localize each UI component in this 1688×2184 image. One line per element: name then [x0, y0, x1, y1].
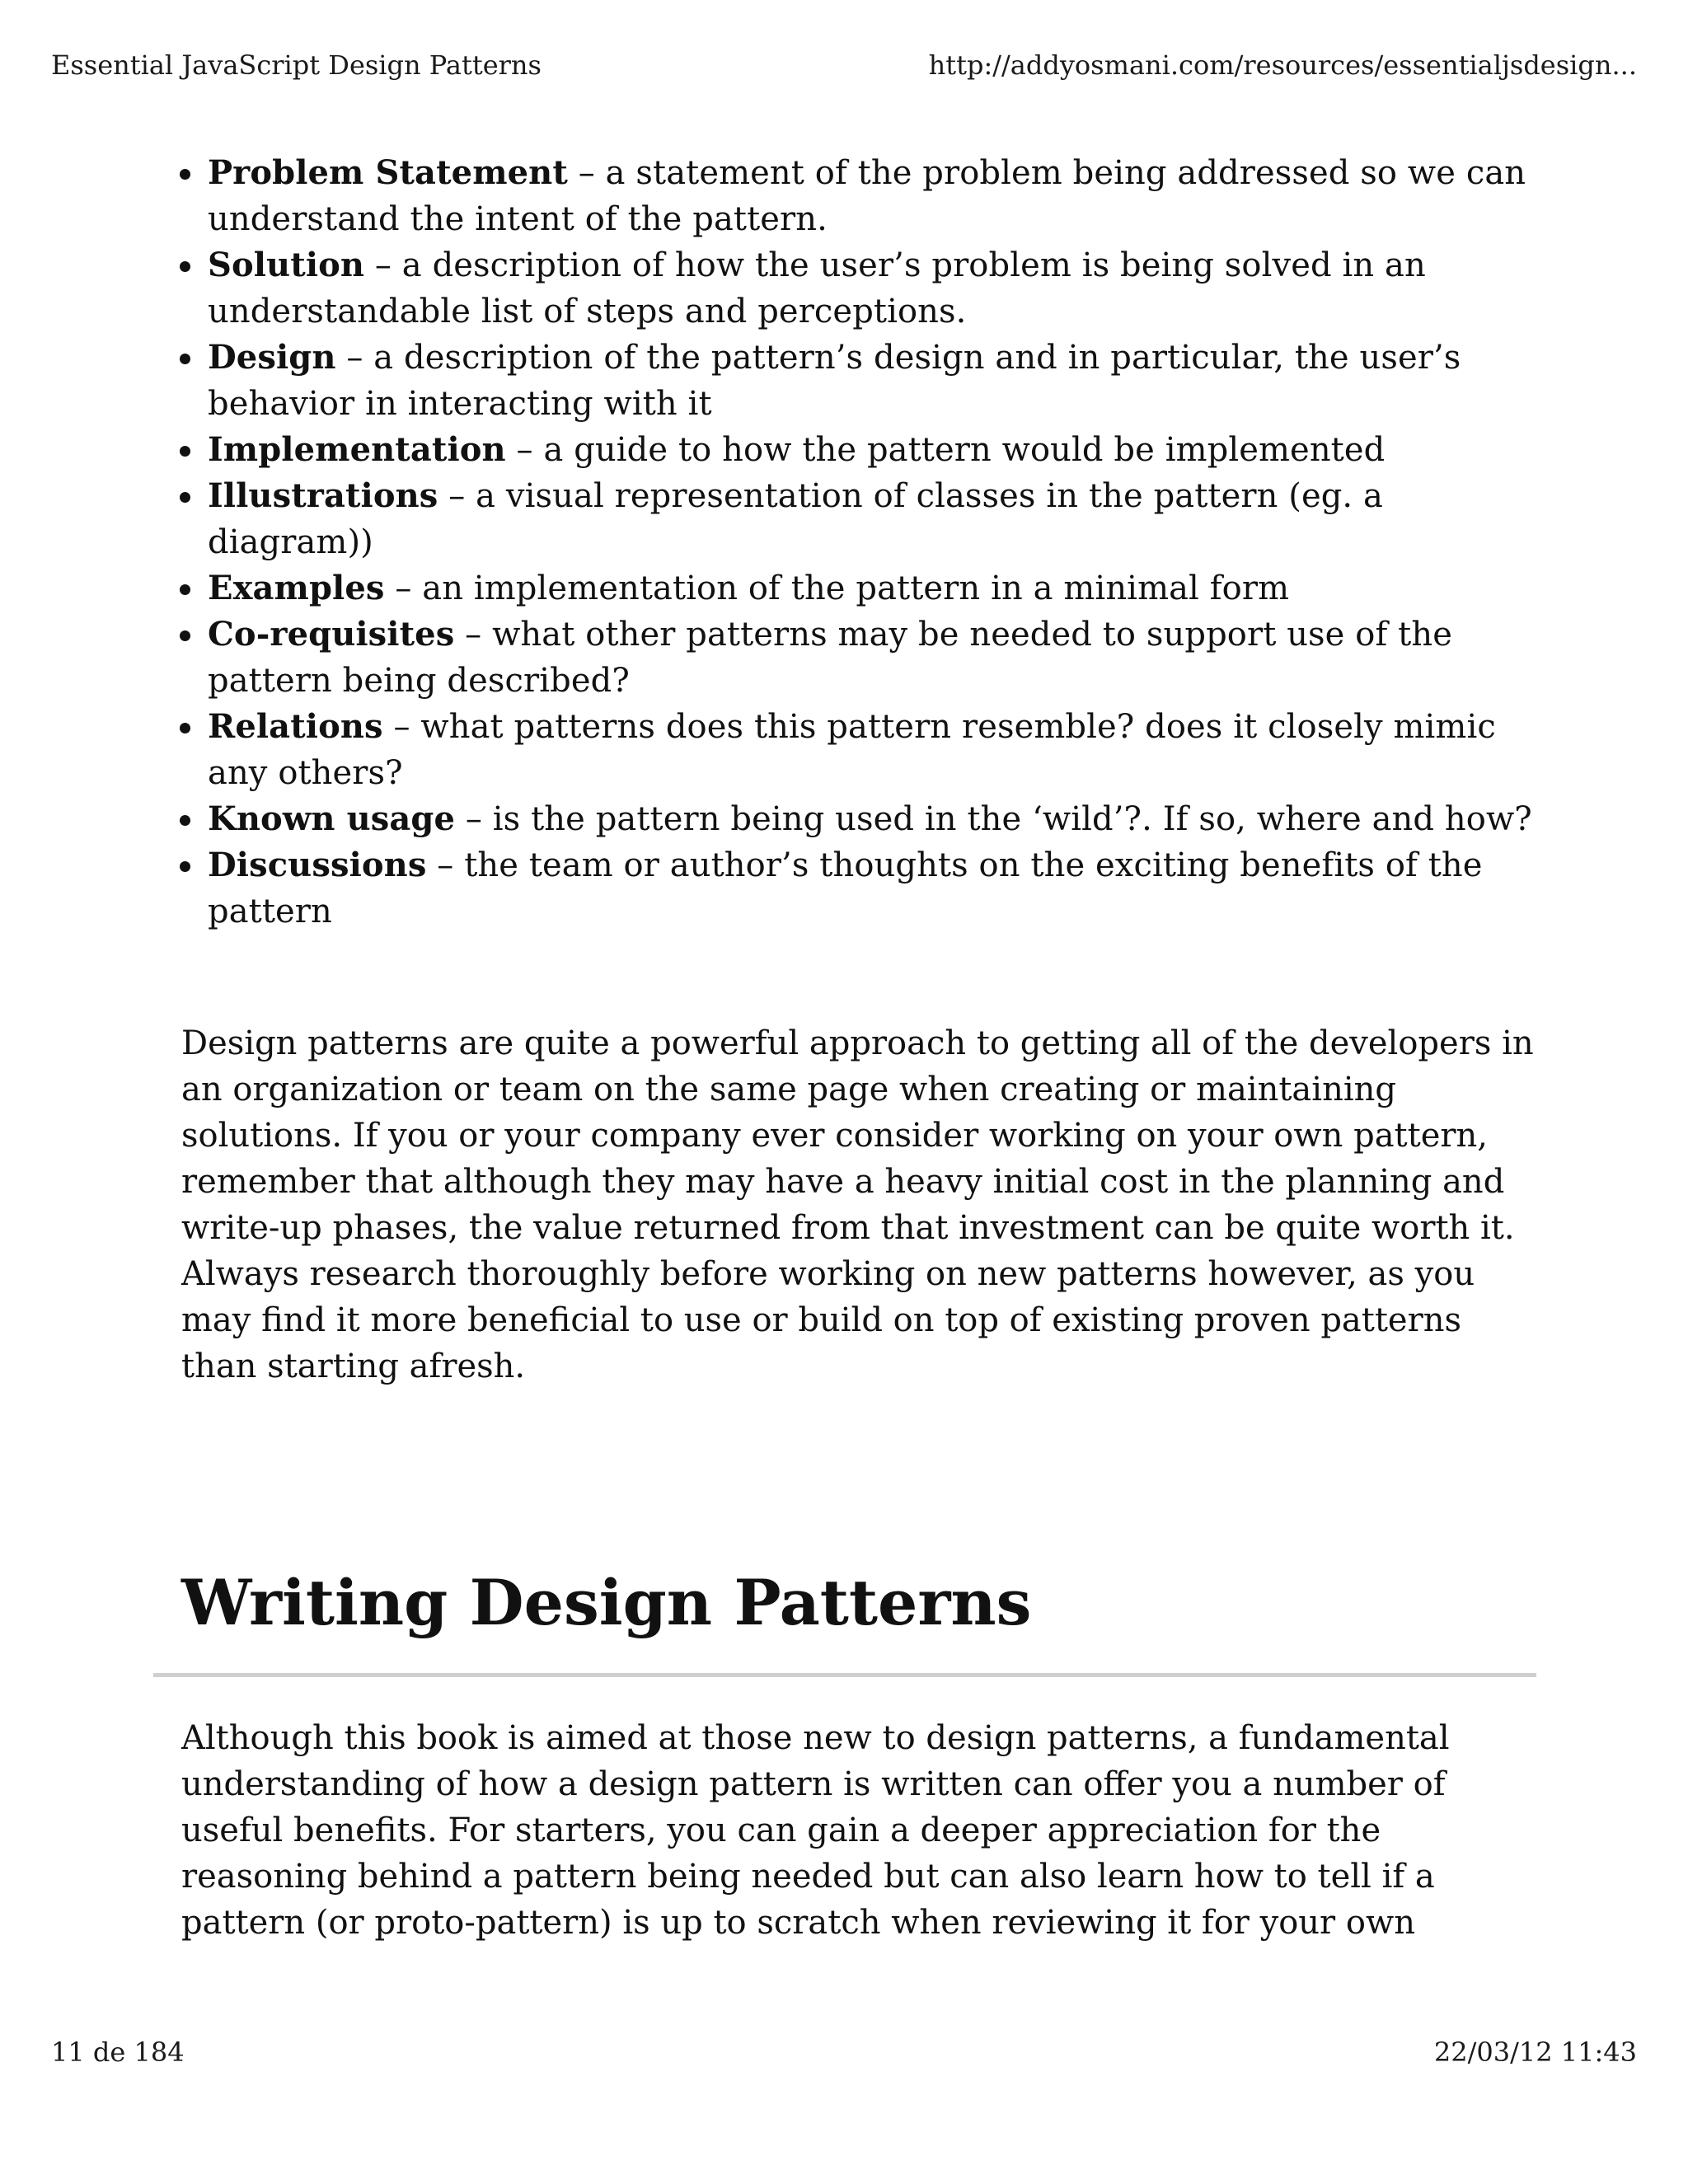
section-paragraph: Although this book is aimed at those new to design patterns, a fundamental understanding of how a design pattern is written can offer you a number of useful benefits. For starters, you can gain a deeper appreciation for the reasoning behind a pattern being needed but can also learn how to tell if a pattern (or proto-pattern) is up to scratch when reviewing it for your own	[181, 1719, 1450, 1942]
list-item	[208, 565, 1541, 612]
list-item-term: Co-requisites	[208, 615, 455, 654]
list-item-term: Examples	[208, 569, 385, 607]
bullet-icon	[180, 354, 190, 364]
list-item-text: – the team or author’s thoughts on the exciting benefits of the pattern	[208, 846, 1483, 930]
list-item	[208, 242, 1541, 335]
page-header	[51, 49, 1637, 86]
main-content	[181, 150, 1541, 1390]
list-item-term: Solution	[208, 246, 365, 284]
bullet-icon	[180, 169, 190, 180]
list-item-term: Relations	[208, 707, 383, 746]
bullet-icon	[180, 261, 190, 272]
list-item-text: – what patterns does this pattern resemble? does it closely mimic any others?	[208, 708, 1496, 792]
list-item	[208, 473, 1541, 565]
document-title: Essential JavaScript Design Patterns	[51, 49, 542, 81]
list-item	[208, 796, 1541, 842]
list-item-text: – a guide to how the pattern would be implemented	[505, 431, 1386, 469]
bullet-icon	[180, 446, 190, 457]
list-item-text: – a visual representation of classes in the pattern (eg. a diagram))	[208, 477, 1384, 561]
list-item-text: – a description of the pattern’s design and in particular, the user’s behavior in interacting with it	[208, 339, 1461, 423]
list-item	[208, 842, 1541, 935]
pattern-sections-list	[181, 150, 1541, 935]
list-item-text: – is the pattern being used in the ‘wild’?. If so, where and how?	[455, 800, 1532, 838]
page-number: 11 de 184	[51, 2036, 185, 2068]
list-item	[208, 427, 1541, 473]
bullet-icon	[180, 723, 190, 733]
section-heading: Writing Design Patterns	[181, 1566, 1032, 1639]
intro-paragraph: Design patterns are quite a powerful approach to getting all of the developers in an organization or team on the same page when creating or maintaining solutions. If you or your company ever consider working on your own pattern, remember that although they may have a heavy initial cost in the planning and write-up phases, the value returned from that investment can be quite worth it. Always research thoroughly before working on new patterns however, as you may find it more beneficial to use or build on top of existing proven patterns than starting afresh.	[181, 1024, 1534, 1385]
section-divider	[153, 1673, 1536, 1677]
list-item-term: Implementation	[208, 430, 506, 469]
list-item-term: Discussions	[208, 846, 427, 884]
list-item-term: Known usage	[208, 799, 456, 838]
list-item-term: Problem Statement	[208, 153, 568, 192]
bullet-icon	[180, 492, 190, 503]
list-item	[208, 612, 1541, 704]
list-item-text: – a description of how the user’s problem is being solved in an understandable list of steps and perceptions.	[208, 246, 1426, 330]
bullet-icon	[180, 584, 190, 595]
list-item	[208, 335, 1541, 427]
list-item-text: – a statement of the problem being addressed so we can understand the intent of the pattern.	[208, 154, 1526, 238]
list-item-term: Illustrations	[208, 476, 438, 515]
page-footer	[51, 2036, 1637, 2073]
list-item	[208, 150, 1541, 242]
bullet-icon	[180, 630, 190, 641]
list-item-term: Design	[208, 338, 336, 377]
bullet-icon	[180, 861, 190, 872]
bullet-icon	[180, 815, 190, 826]
list-item-text: – an implementation of the pattern in a minimal form	[384, 569, 1290, 607]
list-item	[208, 704, 1541, 796]
list-item-text: – what other patterns may be needed to support use of the pattern being described?	[208, 616, 1452, 700]
print-datetime: 22/03/12 11:43	[1433, 2036, 1637, 2068]
page-url: http://addyosmani.com/resources/essentialjsdesign...	[928, 49, 1637, 81]
